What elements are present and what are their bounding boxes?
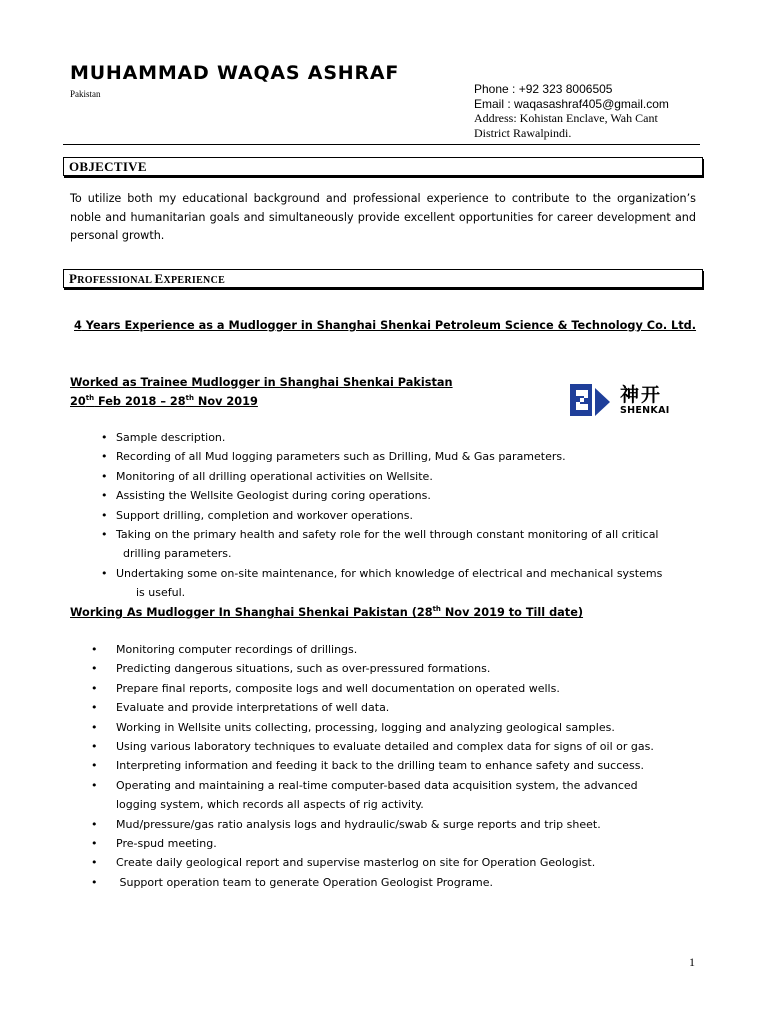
- bullet-icon: •: [91, 817, 98, 831]
- bullet-icon: •: [101, 508, 108, 522]
- list-item: • Monitoring of all drilling operational activities on Wellsite.: [116, 467, 696, 486]
- bullet-icon: •: [91, 740, 98, 754]
- bullet-icon: •: [101, 469, 108, 483]
- bullet-icon: •: [91, 837, 98, 851]
- list-item: • Assisting the Wellsite Geologist during coring operations.: [116, 486, 696, 505]
- bullet-icon: •: [91, 720, 98, 734]
- list-item: • Create daily geological report and supervise masterlog on site for Operation Geologist.: [116, 853, 696, 872]
- bullet-icon: •: [101, 528, 108, 542]
- bullet-icon: •: [91, 875, 98, 889]
- job1-start-rest: Feb 2018 – 28: [94, 395, 186, 408]
- job1-dates: [70, 395, 258, 408]
- list-item: • Support drilling, completion and workover operations.: [116, 506, 696, 525]
- bullet-icon: •: [101, 566, 108, 580]
- experience-years: 4: [74, 319, 82, 332]
- job2-duties-list: [91, 640, 696, 892]
- bullet-icon: •: [101, 431, 108, 444]
- shenkai-logo: [568, 380, 686, 420]
- shenkai-logo-chinese: 神开: [620, 384, 663, 406]
- header-divider: [63, 144, 700, 145]
- bullet-icon: •: [91, 701, 98, 715]
- job1-end-sup: th: [185, 394, 194, 403]
- experience-title-xperience: XPERIENCE: [163, 275, 226, 286]
- list-item: • Prepare final reports, composite logs and well documentation on operated wells.: [116, 679, 696, 698]
- job1-start-day: 20: [70, 395, 86, 408]
- job1-end-rest: Nov 2019: [193, 395, 258, 408]
- address-line-2: District Rawalpindi.: [474, 125, 572, 140]
- experience-title: [69, 271, 225, 287]
- objective-section-header: [63, 157, 703, 176]
- list-item-continuation: drilling parameters.: [123, 547, 232, 561]
- bullet-icon: •: [91, 856, 98, 870]
- job1-duties-list: [101, 428, 696, 603]
- list-item: • Recording of all Mud logging parameters such as Drilling, Mud & Gas parameters.: [116, 447, 696, 466]
- experience-title-p: P: [69, 271, 78, 286]
- job1-title: Worked as Trainee Mudlogger in Shanghai Shenkai Pakistan: [70, 376, 453, 389]
- list-item-continuation: is useful.: [136, 586, 186, 600]
- experience-section-header: [63, 269, 703, 288]
- job2-title-end: Nov 2019 to Till date): [440, 606, 584, 619]
- list-item: • Taking on the primary health and safety role for the well through constant monitoring of all critical: [116, 525, 696, 544]
- page-number: 1: [689, 955, 695, 969]
- experience-summary: [74, 319, 696, 332]
- list-item: • Working in Wellsite units collecting, processing, logging and analyzing geological samples.: [116, 718, 696, 737]
- list-item-continuation: logging system, which records all aspects of rig activity.: [116, 798, 424, 812]
- candidate-name: MUHAMMAD WAQAS ASHRAF: [70, 62, 400, 84]
- job1-start-sup: th: [85, 394, 95, 403]
- contact-block: [474, 82, 754, 140]
- list-item: • Sample description.: [116, 428, 696, 447]
- bullet-icon: •: [91, 662, 98, 676]
- job2-title-start: Working As Mudlogger In Shanghai Shenkai Pakistan (28: [70, 606, 433, 619]
- bullet-icon: •: [101, 489, 108, 503]
- list-item: • Evaluate and provide interpretations of well data.: [116, 698, 696, 717]
- list-item: • Monitoring computer recordings of drillings.: [116, 640, 696, 659]
- experience-title-e: E: [154, 271, 164, 286]
- objective-title: OBJECTIVE: [69, 159, 147, 174]
- bullet-icon: •: [101, 450, 108, 464]
- address-line-1: Address: Kohistan Enclave, Wah Cant: [474, 111, 658, 125]
- list-item: • Using various laboratory techniques to evaluate detailed and complex data for signs of oil or gas.: [116, 737, 696, 756]
- bullet-icon: •: [91, 759, 98, 773]
- list-item: • Interpreting information and feeding it back to the drilling team to enhance safety and success.: [116, 756, 696, 775]
- job2-title: [70, 606, 583, 619]
- shenkai-logo-text: SHENKAI: [620, 405, 670, 416]
- email-line: Email : waqasashraf405@gmail.com: [474, 96, 669, 111]
- experience-title-rofessional: ROFESSIONAL: [77, 275, 155, 286]
- bullet-icon: •: [91, 681, 98, 695]
- list-item: • Pre-spud meeting.: [116, 834, 696, 853]
- list-item: • Predicting dangerous situations, such as over-pressured formations.: [116, 659, 696, 678]
- list-item: • Undertaking some on-site maintenance, for which knowledge of electrical and mechanical systems: [116, 564, 696, 583]
- objective-text: To utilize both my educational background and professional experience to contribute to the organization’s noble and humanitarian goals and simultaneously provide excellent opportunities for career development and personal growth.: [70, 192, 696, 242]
- experience-summary-text: Years Experience as a Mudlogger in Shanghai Shenkai Petroleum Science & Technology Co. Ltd.: [81, 319, 697, 332]
- bullet-icon: •: [91, 643, 98, 656]
- candidate-country: Pakistan: [70, 89, 101, 99]
- bullet-icon: •: [91, 778, 98, 792]
- list-item: • Operating and maintaining a real-time computer-based data acquisition system, the advanced: [116, 776, 696, 795]
- job2-title-sup: th: [432, 605, 441, 614]
- phone-line: Phone : +92 323 8006505: [474, 82, 613, 96]
- list-item: • Support operation team to generate Operation Geologist Programe.: [116, 873, 696, 892]
- list-item: • Mud/pressure/gas ratio analysis logs and hydraulic/swab & surge reports and trip sheet.: [116, 815, 696, 834]
